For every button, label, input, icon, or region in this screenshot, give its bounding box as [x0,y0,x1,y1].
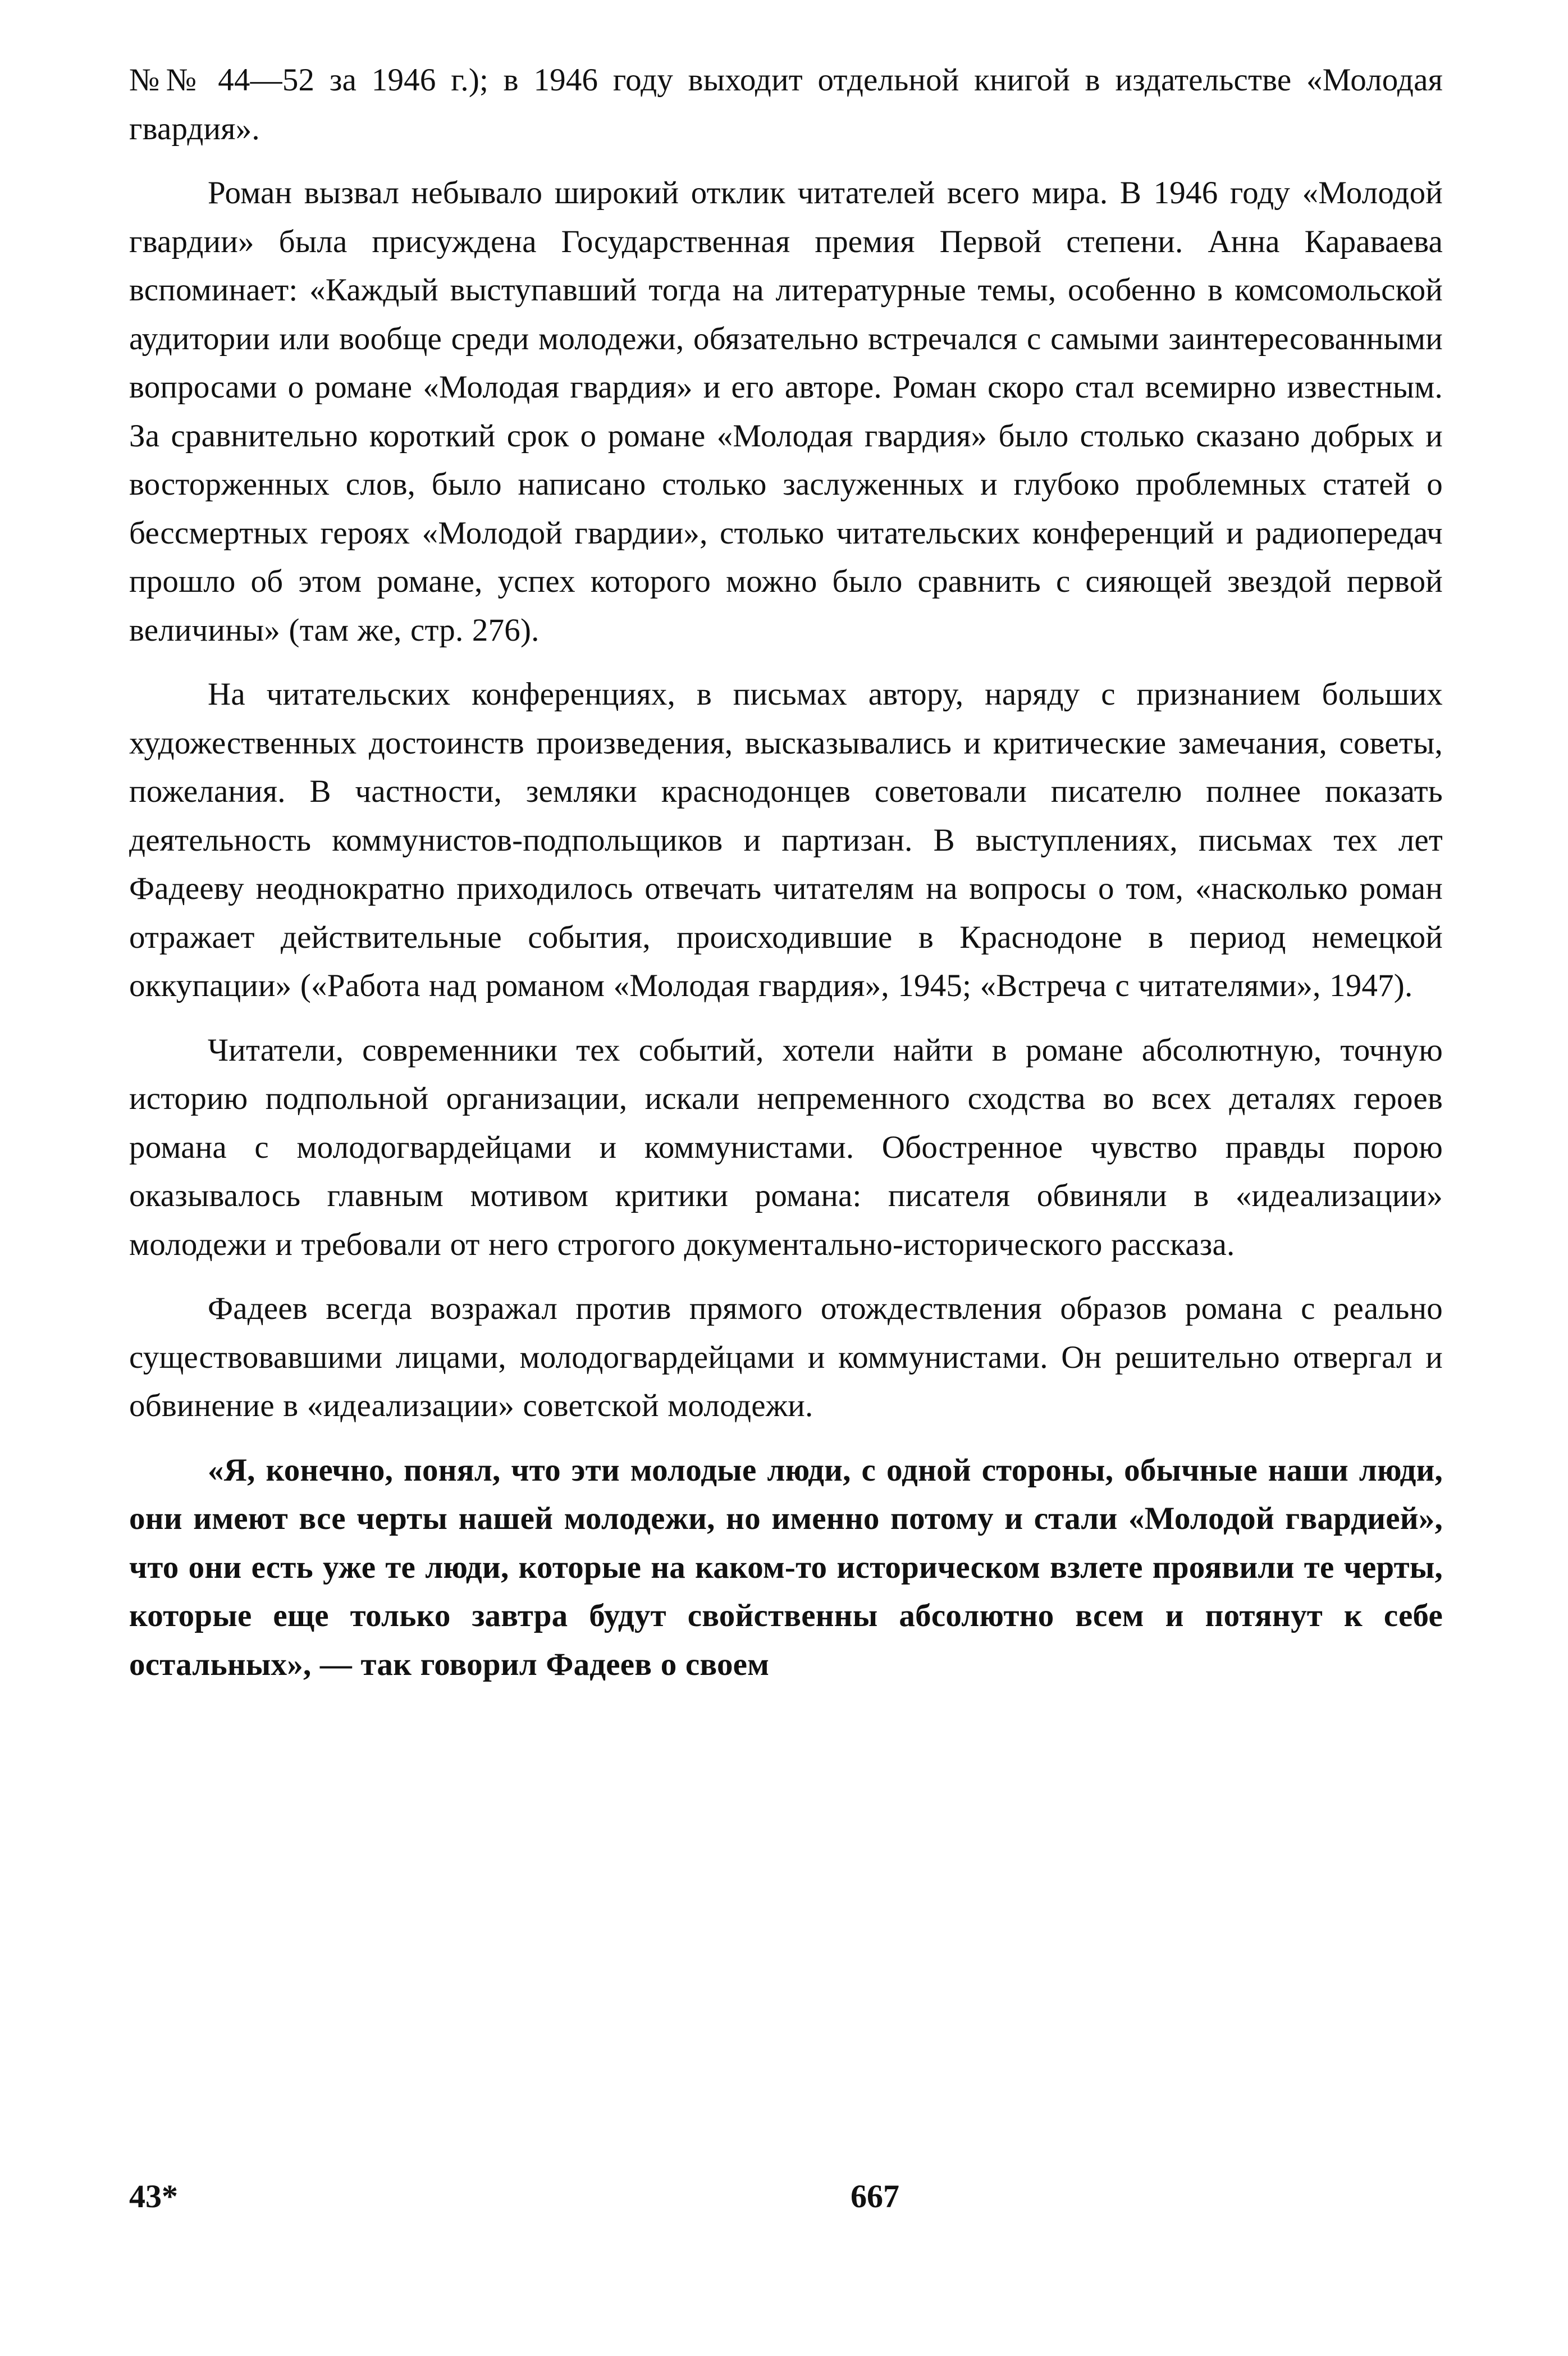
page-number: 667 [851,2178,899,2215]
page-footer [129,2177,1443,2234]
printer-signature-mark: 43* [129,2178,178,2215]
paragraph-novel-response: Роман вызвал небывало широкий отклик читателей всего мира. В 1946 году «Молодой гвардии» была присуждена Государственная премия Первой степени. Анна Караваева вспоминает: «Каждый выступавший тогда на литературные темы, особенно в комсомольской аудитории или вообще среди молодежи, обязательно встречался с самыми заинтересованными вопросами о романе «Молодая гвардия» и его авторе. Роман скоро стал всемирно известным. За сравнительно короткий срок о романе «Молодая гвардия» было столько сказано добрых и восторженных слов, было написано столько заслуженных и глубоко проблемных статей о бессмертных героях «Молодой гвардии», столько читательских конференций и радиопередач прошло об этом романе, успех которого можно было сравнить с сияющей звездой первой величины» (там же, стр. 276). [129,175,1443,648]
paragraph-reader-conferences: На читательских конференциях, в письмах автору, наряду с признанием больших художественных достоинств произведения, высказывались и критические замечания, советы, пожелания. В частности, земляки краснодонцев советовали писателю полнее показать деятельность коммунистов-подпольщиков и партизан. В выступлениях, письмах тех лет Фадееву неоднократно приходилось отвечать читателям на вопросы о том, «насколько роман отражает действительные события, происходившие в Краснодоне в период немецкой оккупации» («Работа над романом «Молодая гвардия», 1945; «Встреча с читателями», 1947). [129,677,1443,1003]
page-text-block [129,56,1443,1689]
paragraph-fadeev-objections: Фадеев всегда возражал против прямого отождествления образов романа с реально существовавшими лицами, молодогвардейцами и коммунистами. Он решительно отвергал и обвинение в «идеализации» советской молодежи. [129,1291,1443,1423]
paragraph-continuation: №№ 44—52 за 1946 г.); в 1946 году выходит отдельной книгой в издательстве «Молодая гвардия». [129,62,1443,147]
paragraph-fadeev-quote: «Я, конечно, понял, что эти молодые люди, с одной стороны, обычные наши люди, они имеют все черты нашей молодежи, но именно потому и стали «Молодой гвардией», что они есть уже те люди, которые на каком-то историческом взлете проявили те черты, которые еще только завтра будут свойственны абсолютно всем и потянут к себе остальных», — так говорил Фадеев о своем [129,1452,1443,1682]
paragraph-readers-contemporaries: Читатели, современники тех событий, хотели найти в романе абсолютную, точную историю подпольной организации, искали непременного сходства во всех деталях героев романа с молодогвардейцами и коммунистами. Обостренное чувство правды порою оказывалось главным мотивом критики романа: писателя обвиняли в «идеализации» молодежи и требовали от него строгого документально-исторического рассказа. [129,1032,1443,1262]
